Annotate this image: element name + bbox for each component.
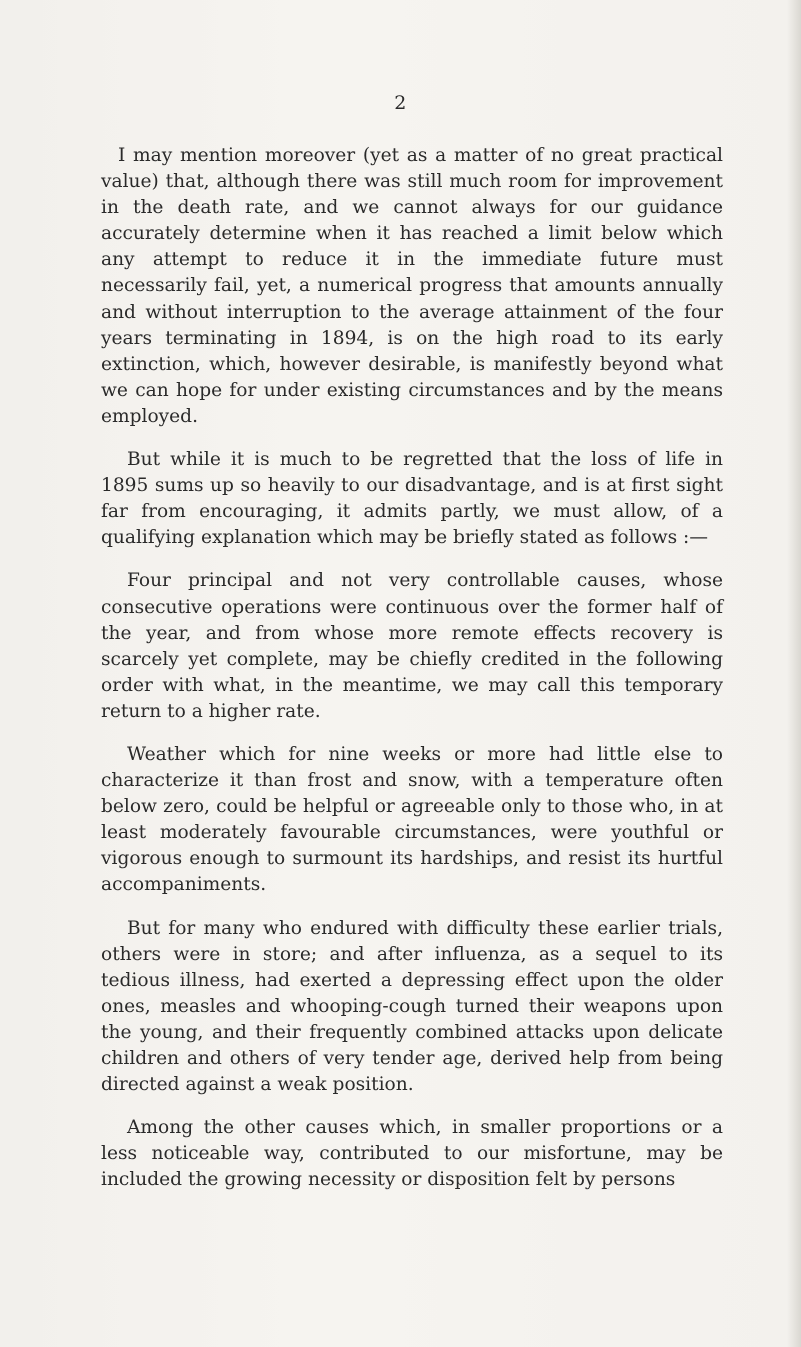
paragraph: But for many who endured with difficulty these earlier trials, others were in store; and after influenza, as a sequel to its tedious illness, had exerted a depressing effect upon the older ones, measles and whooping-cough turned their weapons upon the young, and their frequently combined attacks upon delicate children and others of very tender age, derived help from being directed against a weak position.	[101, 917, 723, 1096]
paragraph: Among the other causes which, in smaller proportions or a less noticeable way, contributed to our misfortune, may be included the growing necessity or disposition felt by persons	[101, 1117, 723, 1191]
paragraph: Four principal and not very controllable causes, whose consecutive operations were continuous over the former half of the year, and from whose more remote effects recovery is scarcely yet complete, may be chiefly credited in the following order with what, in the meantime, we may call this temporary return to a higher rate.	[101, 570, 723, 722]
page-edge-shadow	[787, 0, 801, 1347]
page-number: 2	[394, 92, 407, 114]
body-text	[101, 143, 723, 1210]
paragraph: I may mention moreover (yet as a matter of no great practical value) that, although there was still much room for improvement in the death rate, and we cannot always for our guidance accurately determine when it has reached a limit below which any attempt to reduce it in the immediate future must necessarily fail, yet, a numerical progress that amounts annually and without interruption to the average attainment of the four years terminating in 1894, is on the high road to its early extinction, which, however desirable, is manifestly beyond what we can hope for under existing circumstances and by the means employed.	[101, 145, 723, 427]
paragraph: Weather which for nine weeks or more had little else to characterize it than frost and snow, with a temperature often below zero, could be helpful or agreeable only to those who, in at least moderately favourable circumstances, were youthful or vigorous enough to surmount its hardships, and resist its hurtful accompaniments.	[101, 743, 723, 896]
paragraph: But while it is much to be regretted that the loss of life in 1895 sums up so heavily to our disadvantage, and is at first sight far from encouraging, it admits partly, we must allow, of a qualifying explanation which may be briefly stated as follows :—	[101, 449, 723, 549]
